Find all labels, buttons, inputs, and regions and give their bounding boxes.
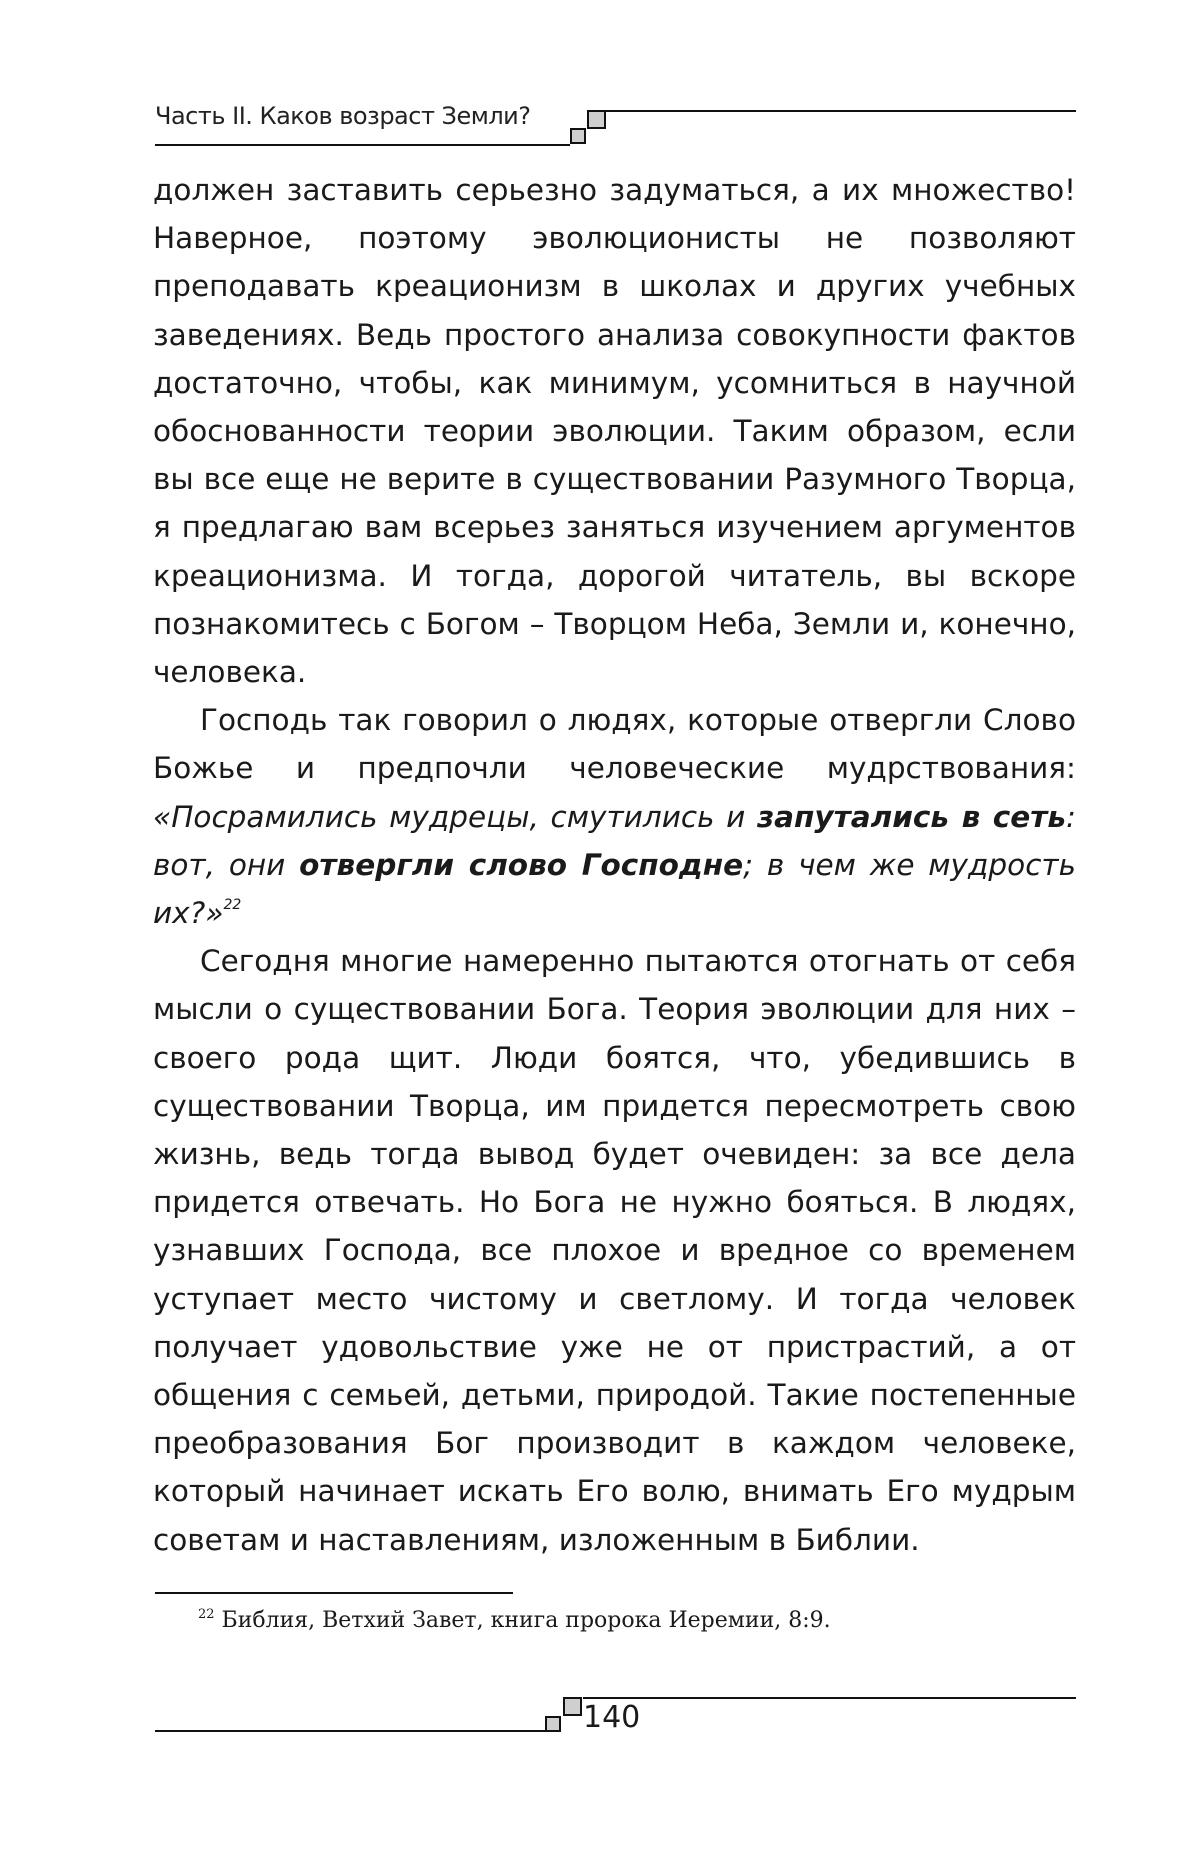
- footer-rule-right: [583, 1697, 1076, 1699]
- quote-part-3: ; в чем же мудрость их?»: [153, 847, 1076, 931]
- paragraph-1: должен заставить серьезно задуматься, а их множество! Наверное, поэтому эволюционисты не позволяют преподавать креационизм в школах и других учебных заведениях. Ведь простого анализа совокупности фактов достаточно, чтобы, как минимум, усомниться в научной обоснованности теории эволюции. Таким образом, если вы все еще не верите в существовании Разумного Творца, я предлагаю вам всерьез заняться изучением аргументов креационизма. И тогда, дорогой читатель, вы вскоре познакомитесь с Богом – Творцом Неба, Земли и, конечно, человека.: [153, 173, 1076, 690]
- page-body: [153, 166, 1076, 1564]
- header-rule-left: [155, 144, 570, 146]
- footnote-text: Библия, Ветхий Завет, книга пророка Иеремии, 8:9.: [214, 1608, 831, 1633]
- footnote-separator: [155, 1592, 513, 1594]
- bible-quote: [153, 800, 1076, 930]
- quote-bold-2: отвергли слово Господне: [299, 847, 744, 882]
- footer-square-small: [545, 1716, 561, 1732]
- footer-rule-left: [155, 1730, 545, 1732]
- footnote: [198, 1606, 1068, 1636]
- quote-part-2: : вот, они: [153, 799, 1076, 882]
- running-header-title: Часть II. Каков возраст Земли?: [155, 102, 531, 130]
- footnote-number: 22: [198, 1607, 215, 1622]
- page-number: 140: [583, 1700, 641, 1735]
- quote-bold-1: запутались в сеть: [756, 799, 1067, 834]
- header-rule-right: [606, 110, 1076, 112]
- header-square-large: [587, 110, 606, 129]
- quote-part-1: «Посрамились мудрецы, смутились и: [153, 799, 757, 834]
- header-square-small: [570, 128, 586, 144]
- footnote-reference: 22: [223, 897, 242, 914]
- footer-square-large: [563, 1697, 582, 1716]
- paragraph-3: Сегодня многие намеренно пытаются отогнать от себя мысли о существовании Бога. Теория эволюции для них – своего рода щит. Люди боятся, что, убедившись в существовании Творца, им придется пересмотреть свою жизнь, ведь тогда вывод будет очевиден: за все дела придется отвечать. Но Бога не нужно бояться. В людях, узнавших Господа, все плохое и вредное со временем уступает место чистому и светлому. И тогда человек получает удовольствие уже не от пристрастий, а от общения с семьей, детьми, природой. Такие постепенные преобразования Бог производит в каждом человеке, который начинает искать Его волю, внимать Его мудрым советам и наставлениям, изложенным в Библии.: [153, 944, 1076, 1557]
- paragraph-2-intro: Господь так говорил о людях, которые отвергли Слово Божье и предпочли человеческие мудрствования:: [153, 703, 1076, 786]
- paragraph-2: [153, 696, 1076, 937]
